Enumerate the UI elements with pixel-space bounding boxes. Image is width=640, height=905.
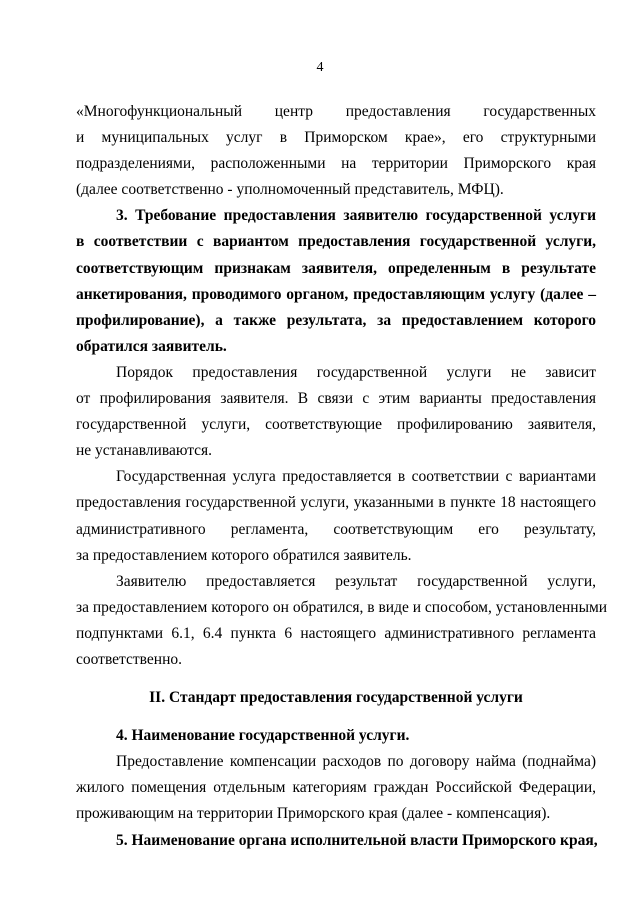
chapter-heading: II. Стандарт предоставления государственной услуги	[149, 689, 523, 707]
paragraph-variants	[76, 464, 596, 568]
section-4-heading: 4. Наименование государственной услуги.	[116, 727, 410, 745]
text-line: не устанавливаются.	[76, 442, 213, 460]
text-line: соответствующим признакам заявителя, определенным в результате	[76, 259, 596, 277]
text-line: обратился заявитель.	[76, 337, 227, 355]
section-3-heading	[76, 203, 596, 360]
text-line: подразделениями, расположенными на территории Приморского края	[76, 155, 596, 173]
text-line: соответственно.	[76, 650, 182, 668]
paragraph-order	[76, 360, 596, 464]
text-line: в соответствии с вариантом предоставления государственной услуги,	[76, 233, 596, 251]
text-line: государственной услуги, соответствующие профилированию заявителя,	[76, 416, 596, 434]
text-line: административного регламента, соответствующим его результату,	[76, 520, 596, 538]
text-line: за предоставлением которого он обратился, в виде и способом, установленными	[76, 598, 608, 616]
text-line: жилого помещения отдельным категориям граждан Российской Федерации,	[76, 779, 596, 797]
page-number: 4	[316, 60, 324, 75]
text-line: за предоставлением которого обратился заявитель.	[76, 546, 412, 564]
paragraph-intro	[76, 99, 596, 203]
text-line: и муниципальных услуг в Приморском крае», его структурными	[76, 129, 596, 147]
text-line: от профилирования заявителя. В связи с этим варианты предоставления	[76, 390, 596, 408]
text-line: Порядок предоставления государственной услуги не зависит	[116, 363, 596, 381]
text-line: Заявителю предоставляется результат государственной услуги,	[116, 572, 596, 590]
text-line: Государственная услуга предоставляется в соответствии с вариантами	[116, 468, 596, 486]
document-body	[76, 99, 608, 854]
text-line: 3. Требование предоставления заявителю государственной услуги	[116, 207, 596, 225]
section-5-heading: 5. Наименование органа исполнительной власти Приморского края,	[116, 831, 598, 849]
text-line: анкетирования, проводимого органом, предоставляющим услугу (далее –	[76, 285, 596, 303]
text-line: проживающим на территории Приморского края (далее - компенсация).	[76, 805, 551, 823]
paragraph-result	[76, 569, 608, 673]
text-line: подпунктами 6.1, 6.4 пункта 6 настоящего административного регламента	[76, 624, 596, 642]
text-line: Предоставление компенсации расходов по договору найма (поднайма)	[116, 753, 596, 771]
paragraph-service-name	[76, 749, 596, 827]
text-line: «Многофункциональный центр предоставления государственных	[76, 103, 596, 120]
text-line: предоставления государственной услуги, указанными в пункте 18 настоящего	[76, 494, 596, 512]
text-line: (далее соответственно - уполномоченный представитель, МФЦ).	[76, 181, 504, 199]
text-line: профилирование), а также результата, за предоставлением которого	[76, 311, 596, 329]
